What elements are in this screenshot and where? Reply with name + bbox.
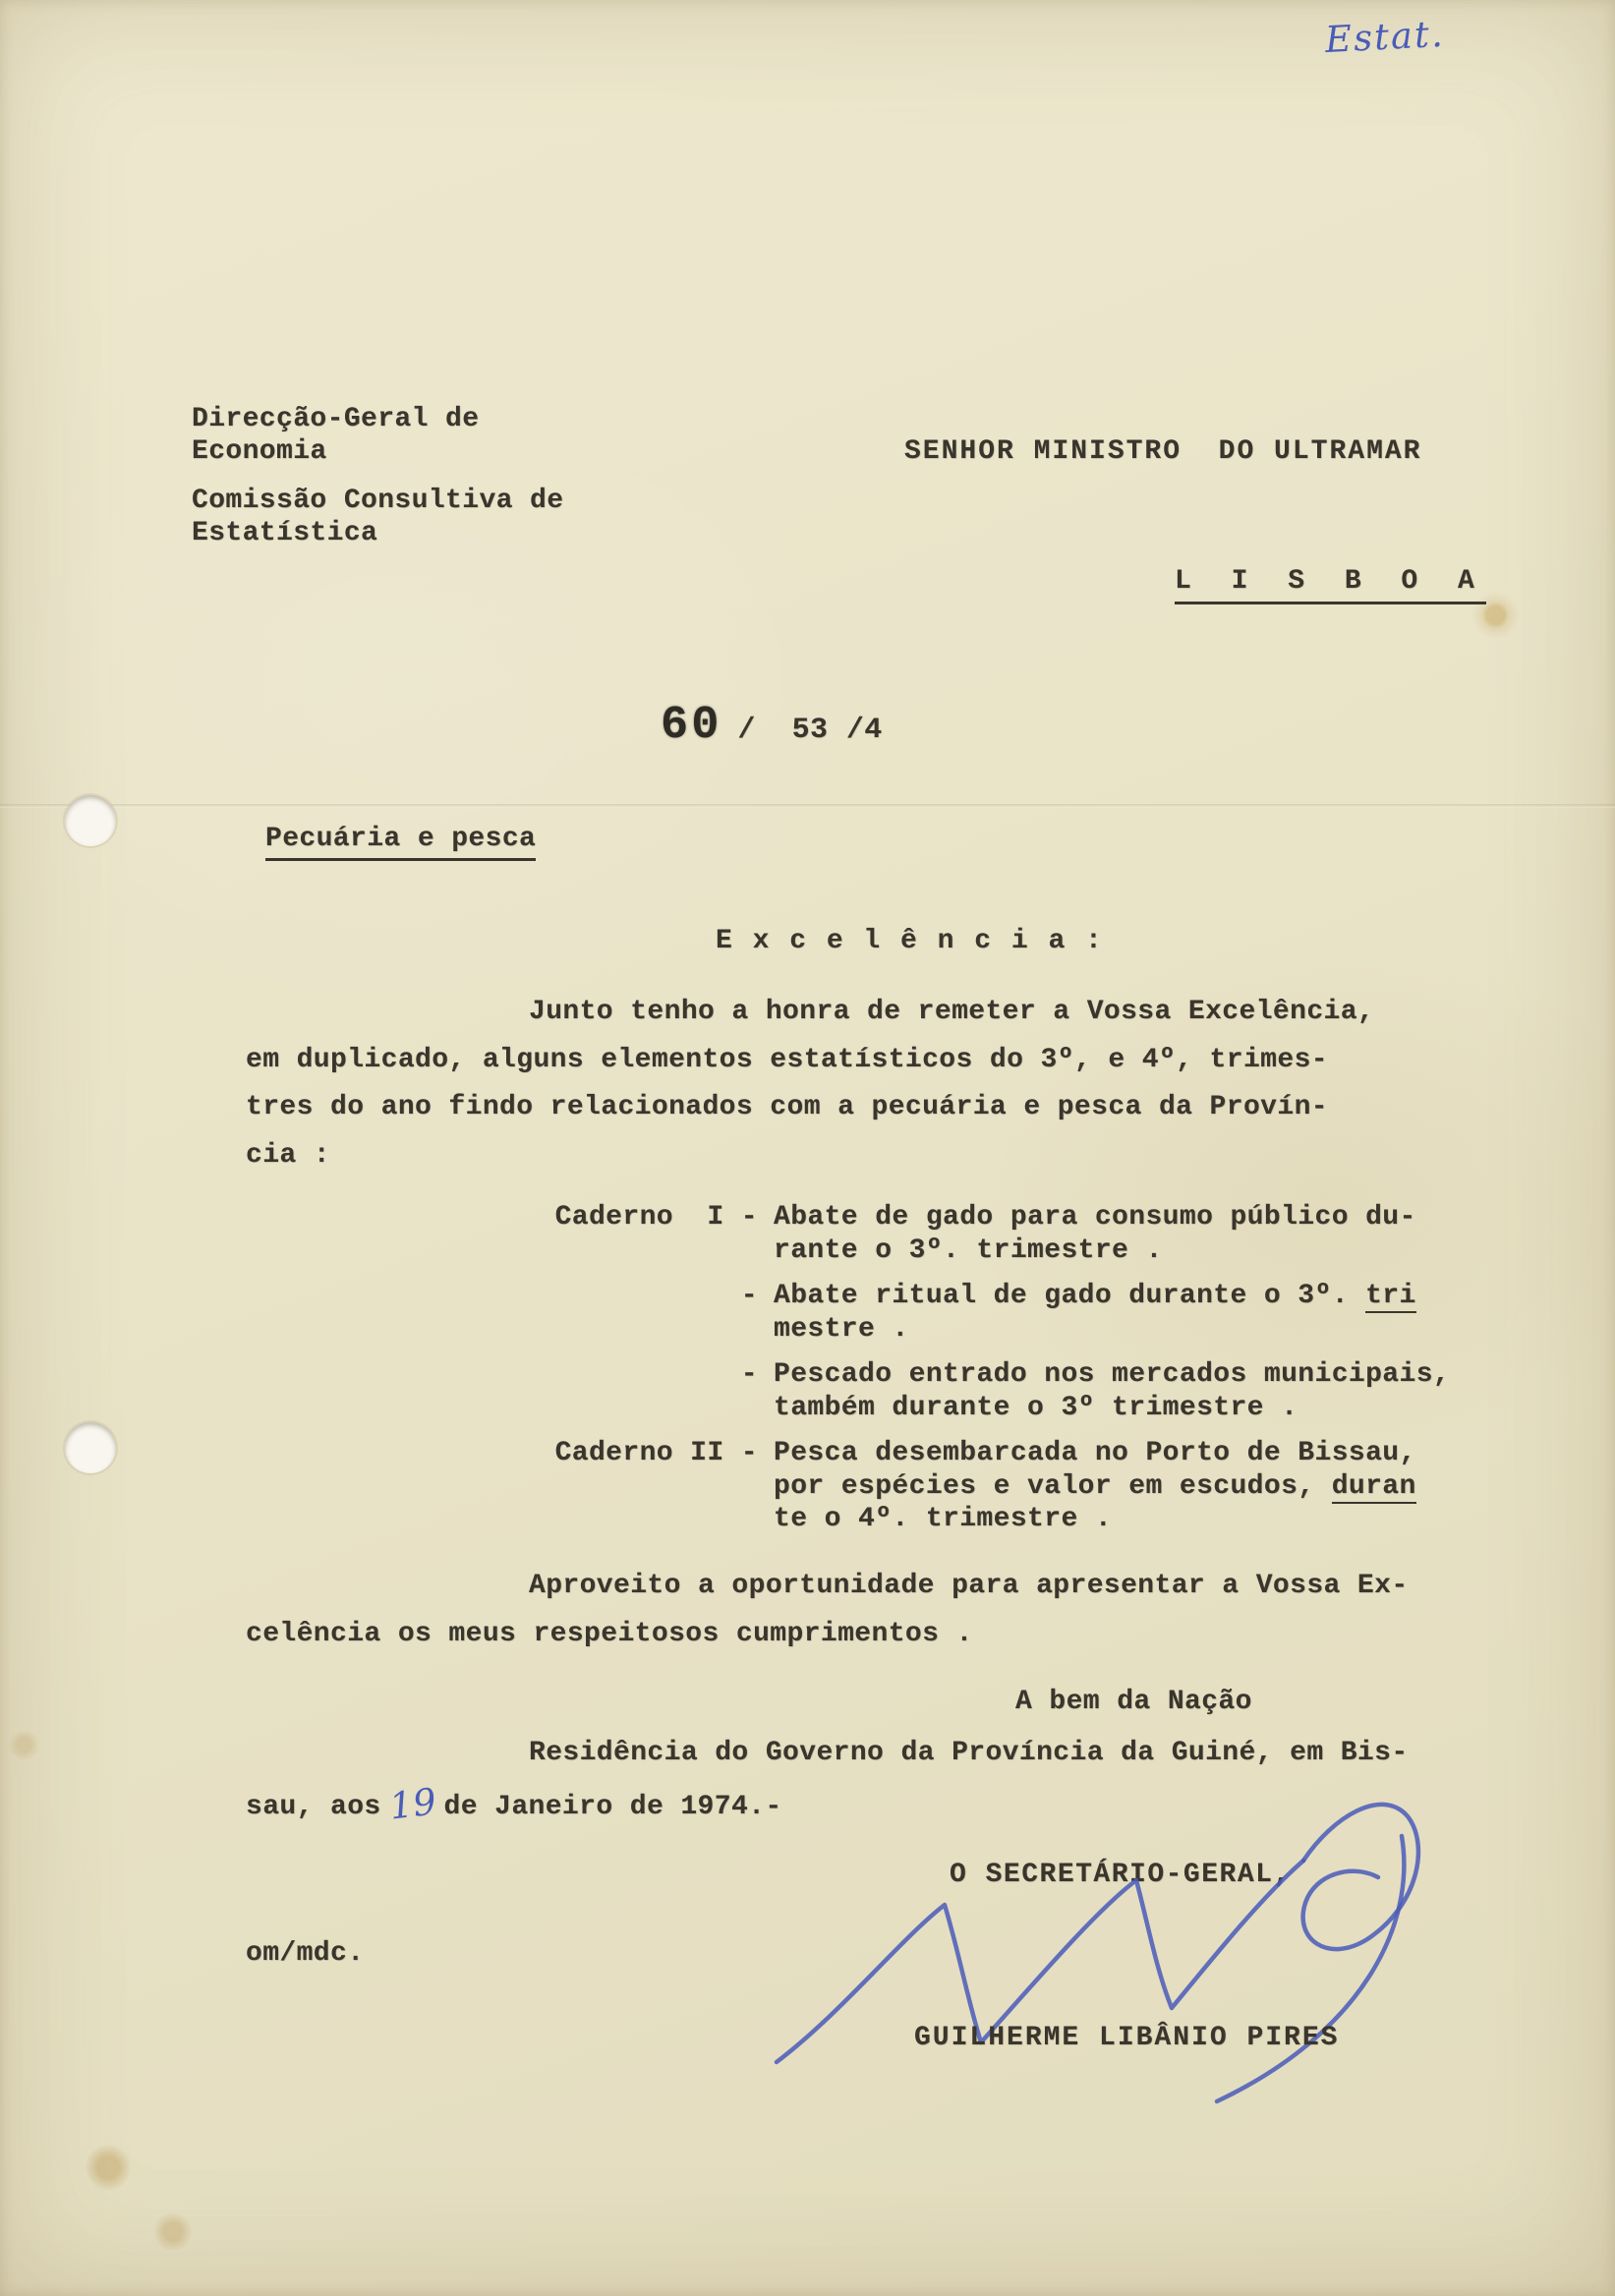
city-line: L I S B O A xyxy=(1175,566,1486,604)
signature-stroke-loop xyxy=(1303,1805,1418,1949)
list-item-4-text xyxy=(774,1437,1416,1536)
list-item-4-line-2-underlined: duran xyxy=(1331,1470,1416,1502)
list-item-3-line-2: também durante o 3º trimestre . xyxy=(774,1392,1298,1423)
sender-line-3: Comissão Consultiva de xyxy=(192,486,564,516)
subject-line: Pecuária e pesca xyxy=(265,824,536,861)
list-item-3-text xyxy=(774,1358,1450,1424)
motto-line: A bem da Nação xyxy=(1015,1687,1252,1717)
paragraph-1-line-2: em duplicado, alguns elementos estatísticos do 3º, e 4º, trimes- xyxy=(246,1044,1328,1075)
place-date-line-2-post: de Janeiro de 1974.- xyxy=(443,1791,782,1822)
list-item-3 xyxy=(532,1358,1450,1424)
list-item-1-label: Caderno I - xyxy=(554,1202,758,1233)
list-item-2-label: - xyxy=(740,1281,758,1311)
list-item-1-text xyxy=(774,1201,1416,1267)
list-item-4-line-1: Pesca desembarcada no Porto de Bissau, xyxy=(774,1438,1416,1468)
sender-line-1: Direcção-Geral de xyxy=(192,404,480,434)
stamped-number: 60 xyxy=(661,700,722,752)
list-item-2 xyxy=(532,1280,1450,1346)
salutation: E x c e l ê n c i a : xyxy=(716,926,1104,956)
place-date-line-1: Residência do Governo da Província da Guiné, em Bis- xyxy=(529,1738,1409,1768)
signature-ink xyxy=(714,1748,1431,2121)
list-item-4-label: Caderno II - xyxy=(554,1438,758,1468)
paragraph-1-line-4: cia : xyxy=(246,1139,331,1171)
hole-punch-top xyxy=(65,795,116,846)
list-item-1-line-2: rante o 3º. trimestre . xyxy=(774,1234,1163,1266)
signer-name: GUILHERME LIBÂNIO PIRES xyxy=(914,2023,1340,2053)
paragraph-2-line-2: celência os meus respeitosos cumprimentos . xyxy=(246,1618,973,1649)
fold-crease xyxy=(0,804,1615,808)
handwritten-day: 19 xyxy=(386,1779,439,1828)
enclosures-list xyxy=(532,1201,1450,1549)
list-item-4-line-2 xyxy=(774,1470,1416,1504)
sender-line-4: Estatística xyxy=(192,518,378,548)
paragraph-1 xyxy=(246,989,1374,1179)
handwritten-annotation-estat: Estat. xyxy=(1323,12,1446,62)
typist-initials: om/mdc. xyxy=(246,1938,365,1969)
list-item-1-line-1: Abate de gado para consumo público du- xyxy=(774,1202,1416,1233)
place-date-line-2-pre: sau, aos xyxy=(246,1791,381,1822)
list-item-2-line-1-pre: Abate ritual de gado durante o 3º. xyxy=(774,1281,1366,1311)
list-item-3-label: - xyxy=(740,1359,758,1390)
list-item-3-line-1: Pescado entrado nos mercados municipais, xyxy=(774,1359,1451,1390)
sender-line-2: Economia xyxy=(192,436,327,467)
recipient-line: SENHOR MINISTRO DO ULTRAMAR xyxy=(904,436,1422,467)
reference-number xyxy=(661,700,883,752)
list-item-2-line-1 xyxy=(774,1280,1416,1313)
hole-punch-bottom xyxy=(65,1422,116,1473)
list-item-1 xyxy=(532,1201,1450,1267)
paragraph-2-line-1: Aproveito a oportunidade para apresentar a Vossa Ex- xyxy=(529,1571,1409,1601)
typed-reference: / 53 /4 xyxy=(737,714,883,747)
list-item-2-text xyxy=(774,1280,1416,1346)
sender-block xyxy=(192,403,563,549)
signatory-title: O SECRETÁRIO-GERAL, xyxy=(950,1860,1292,1890)
list-item-4 xyxy=(532,1437,1450,1536)
paragraph-1-line-3: tres do ano findo relacionados com a pecuária e pesca da Provín- xyxy=(246,1092,1328,1122)
paragraph-2 xyxy=(246,1563,1409,1658)
list-item-4-line-3: te o 4º. trimestre . xyxy=(774,1504,1113,1534)
list-item-2-line-1-underlined: tri xyxy=(1365,1281,1416,1311)
list-item-2-line-2: mestre . xyxy=(774,1313,909,1345)
paragraph-1-line-1: Junto tenho a honra de remeter a Vossa Excelência, xyxy=(529,997,1375,1027)
list-item-4-line-2-pre: por espécies e valor em escudos, xyxy=(774,1470,1332,1502)
